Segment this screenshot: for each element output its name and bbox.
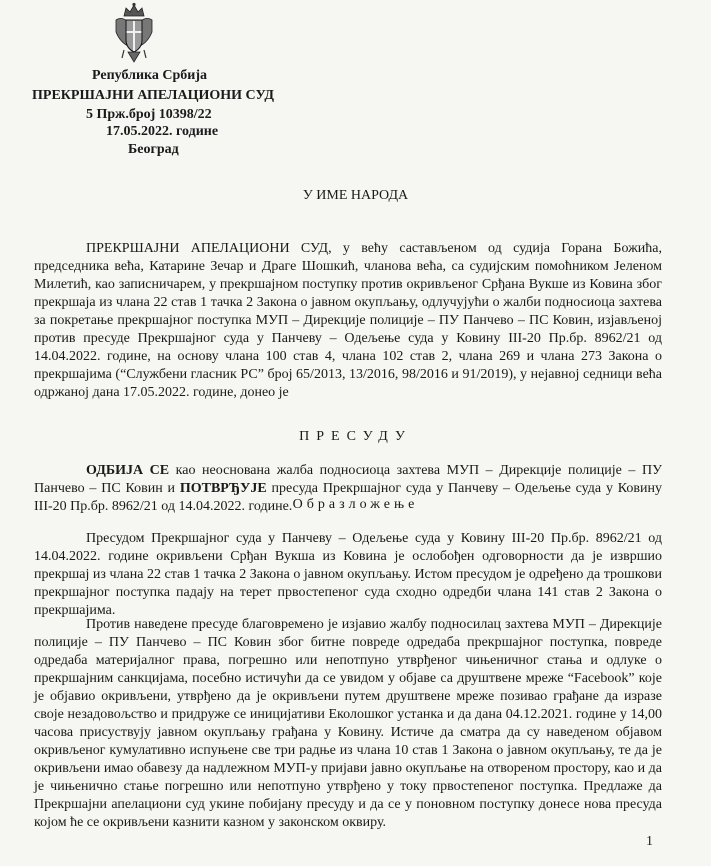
- reasoning-text-1: Пресудом Прекршајног суда у Панчеву – Одељење суда у Ковину III-20 Пр.бр. 8962/21 од 14.04.2022. године окривљени Срђан Вукша из Ковина је ослобођен одговорности да је извршио прекршај из члана 22 став 1 тачка 2 Закона о јавном окупљању. Истом пресудом је одређено да трошкови прекршајног поступка падају на терет првостепеног суда сходно одредби члана 141 став 2 Закона о прекршајима.: [34, 531, 662, 618]
- reasoning-text-2: Против наведене пресуде благовремено је изјавио жалбу подносилац захтева МУП – Дирекције полиције – ПУ Панчево – ПС Ковин због битне повреде одредаба прекршајног поступка, повреде одредаба материјалног права, погрешно или непотпуно утврђеног чињеничног стања и одлуке о прекршајним санкцијама, посебно истичући да се увидом у објаве са друштвене мреже “Facebook” које је објавио окривљени, утврђено да је окривљени путем друштвене мреже позивао грађане да изразе своје незадовољство и придруже се иницијативи Еколошког устанка и да дана 04.12.2021. године у 14,00 часова присуствују јавном окупљању грађана у Ковину. Истиче да сматра да су наведеном објавом окривљеног кумулативно испуњене све три радње из члана 10 став 1 Закона о јавном окупљању, те да је окривљени имао обавезу да надлежном МУП-у пријави јавно окупљање на отвореном простору, као и да је чињенично стање погрешно или непотпуно утврђено у току првостепеног поступка. Предлаже да Прекршајни апелациони суд укине побијану пресуду и да се у поновном поступку донесе нова пресуда којом ће се окривљени казнити казном у законском оквиру.: [34, 617, 662, 830]
- header-republic: Република Србија: [92, 68, 208, 83]
- coat-of-arms-icon: [112, 2, 156, 66]
- intro-text: ПРЕКРШАЈНИ АПЕЛАЦИОНИ СУД, у већу састављеном од судија Горана Божића, председника већа, Катарине Зечар и Драге Шошкић, чланова већа, са судијским помоћником Јеленом Милетић, као записничарем, у прекршајном поступку против окривљеног Срђана Вукше из Ковина због прекршаја из члана 22 став 1 тачка 2 Закона о јавном окупљању, одлучујући о жалби подносиоца захтева за покретање прекршајног поступка МУП – Дирекције полиције – ПУ Панчево – ПС Ковин, изјављеној против пресуде Прекршајног суда у Панчеву – Одељење суда у Ковину III-20 Пр.бр. 8962/21 од 14.04.2022. године, на основу члана 100 став 4, члана 102 став 2, члана 269 и члана 273 Закона о прекршајима (“Службени гласник РС” број 65/2013, 13/2016, 98/2016 и 91/2019), у нејавној седници већа одржаној дана 17.05.2022. године, донео је: [34, 241, 662, 400]
- verdict-part-1: као неоснована жалба подносиоца захтева МУП – Дирекције полиције – ПУ Панчево – ПС Ковин и: [34, 463, 662, 496]
- reasoning-paragraph-2: [34, 616, 662, 832]
- verdict-reject-word: ОДБИЈА СЕ: [86, 463, 170, 478]
- header-date: 17.05.2022. године: [106, 124, 219, 139]
- header-city: Београд: [128, 142, 179, 157]
- intro-paragraph: [34, 240, 662, 402]
- verdict-confirm-word: ПОТВРЂУЈЕ: [179, 481, 267, 496]
- verdict-part-2: пресуда Прекршајног суда у Панчеву – Одељење суда у Ковину III-20 Пр.бр. 8962/21 од 14.04.2022. године.: [34, 481, 663, 514]
- header-court-name: ПРЕКРШАЈНИ АПЕЛАЦИОНИ СУД: [32, 88, 274, 103]
- title-verdict: ПРЕСУДУ: [299, 429, 412, 444]
- header-case-number: 5 Прж.број 10398/22: [86, 107, 212, 122]
- title-in-the-name-of-people: У ИМЕ НАРОДА: [302, 188, 409, 203]
- page-number: 1: [646, 834, 653, 849]
- reasoning-paragraph-1: [34, 530, 662, 620]
- title-reasoning: Образложење: [292, 497, 419, 512]
